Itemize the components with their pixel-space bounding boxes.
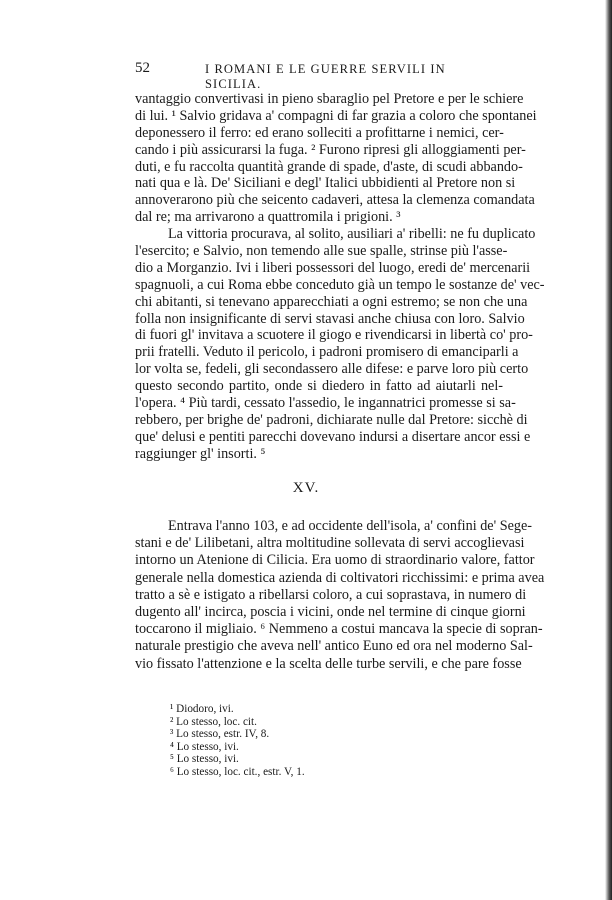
body-text-lower bbox=[135, 518, 545, 673]
text-line: Entrava l'anno 103, e ad occidente dell'isola, a' confini de' Sege- bbox=[168, 518, 532, 534]
text-line: vio fissato l'attenzione e la scelta delle turbe servili, e che pare fosse bbox=[135, 655, 522, 672]
footnote: ⁵ Lo stesso, ivi. bbox=[170, 753, 239, 765]
text-line: tratto a sè e istigato a ribellarsi coloro, a cui soprastava, in numero di bbox=[135, 586, 527, 603]
footnote: ¹ Diodoro, ivi. bbox=[170, 703, 234, 715]
paragraph bbox=[135, 518, 545, 673]
footnote: ³ Lo stesso, estr. IV, 8. bbox=[170, 728, 270, 740]
text-line: dal re; ma arrivarono a quattromila i prigioni. ³ bbox=[135, 209, 401, 226]
paragraph bbox=[135, 226, 545, 462]
footnotes bbox=[170, 703, 305, 778]
text-line: folla non insignificante di servi stavasi anche chiusa con loro. Salvio bbox=[135, 310, 525, 327]
footnote: ⁶ Lo stesso, loc. cit., estr. V, 1. bbox=[170, 765, 305, 778]
page-number: 52 bbox=[135, 60, 150, 76]
running-header bbox=[135, 60, 505, 91]
text-line: di fuori gl' invitava a scuotere il giogo e rivendicarsi in libertà co' pro- bbox=[135, 327, 533, 344]
text-line: lor volta se, fedeli, gli secondassero alle difese: e parve loro più certo bbox=[135, 361, 529, 378]
paragraph bbox=[135, 91, 537, 226]
text-line: di lui. ¹ Salvio gridava a' compagni di far grazia a coloro che spontanei bbox=[135, 107, 537, 124]
text-line: raggiunger gl' insorti. ⁵ bbox=[135, 445, 266, 462]
running-title: I ROMANI E LE GUERRE SERVILI IN SICILIA. bbox=[205, 62, 446, 91]
text-line: questo secondo partito, onde si diedero in fatto ad aiutarli nel- bbox=[135, 378, 503, 395]
text-line: l'opera. ⁴ Più tardi, cessato l'assedio, le ingannatrici promesse si sa- bbox=[135, 395, 516, 412]
text-line: que' delusi e pentiti parecchi dovevano indursi a disertare ancor essi e bbox=[135, 428, 531, 445]
text-line: deponessero il ferro: ed erano solleciti a profittarne i nemici, cer- bbox=[135, 124, 504, 141]
text-line: nati qua e là. De' Siciliani e degl' Italici ubbidienti al Pretore non si bbox=[135, 175, 516, 192]
text-line: stani e de' Lilibetani, altra moltitudine sollevata di servi accoglievasi bbox=[135, 535, 525, 552]
text-line: toccarono il migliaio. ⁶ Nemmeno a costui mancava la specie di sopran- bbox=[135, 621, 543, 638]
text-line: La vittoria procurava, al solito, ausiliari a' ribelli: ne fu duplicato bbox=[168, 226, 536, 243]
footnote: ² Lo stesso, loc. cit. bbox=[170, 715, 257, 728]
text-line: duti, e fu raccolta quantità grande di spade, d'aste, di scudi abbando- bbox=[135, 158, 523, 175]
text-line: dugento all' incirca, poscia i vicini, onde nel termine di cinque giorni bbox=[135, 603, 526, 620]
text-line: rebbero, per brighe de' padroni, dichiarate nulle dal Pretore: sicchè di bbox=[135, 411, 528, 428]
text-line: cando i più assicurarsi la fuga. ² Furono ripresi gli alloggiamenti per- bbox=[135, 141, 526, 158]
text-line: spagnuoli, a cui Roma ebbe conceduto già un tempo le sostanze de' vec- bbox=[135, 276, 545, 293]
text-line: chi abitanti, si tenevano apparecchiati a ogni estremo; se non che una bbox=[135, 293, 528, 310]
text-line: prii fratelli. Veduto il pericolo, i padroni promisero di emanciparli a bbox=[135, 344, 519, 361]
text-line: naturale prestigio che aveva nell' antico Euno ed ora nel moderno Sal- bbox=[135, 638, 533, 655]
footnote: ⁴ Lo stesso, ivi. bbox=[170, 740, 239, 753]
text-line: vantaggio convertivasi in pieno sbaraglio pel Pretore e per le schiere bbox=[135, 91, 524, 107]
page-edge-shadow bbox=[605, 0, 612, 900]
text-line: generale nella domestica azienda di coltivatori ricchissimi: e prima avea bbox=[135, 569, 545, 586]
text-line: intorno un Atenione di Cilicia. Era uomo di straordinario valore, fattor bbox=[135, 552, 535, 569]
text-line: l'esercito; e Salvio, non temendo alle sue spalle, strinse più l'asse- bbox=[135, 243, 508, 260]
text-line: annoverarono più che seicento cadaveri, attesa la clemenza comandata bbox=[135, 192, 535, 209]
section-heading: XV. bbox=[292, 480, 320, 496]
body-text-upper bbox=[135, 91, 545, 463]
text-line: dio a Morganzio. Ivi i liberi possessori del luogo, eredi de' mercenarii bbox=[135, 259, 531, 276]
